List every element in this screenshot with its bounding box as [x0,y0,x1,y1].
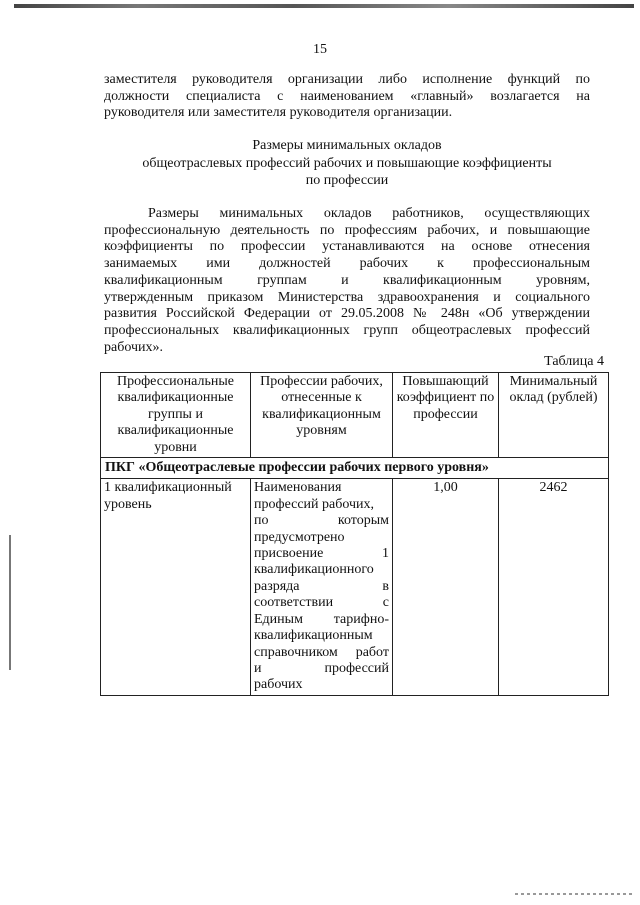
profession-description [251,479,393,695]
intro-line: заместителя руководителя организации либо исполнение функций по [104,72,590,87]
body-line: квалификационным группам и квалификационным уровням, [104,272,590,288]
coefficient-value: 1,00 [393,479,499,695]
header-salary: Минимальный оклад (рублей) [499,373,609,458]
profession-line: предусмотрено [254,529,345,545]
profession-line: рабочих [254,677,303,693]
body-line: Размеры минимальных окладов работников, осуществляющих [148,206,590,221]
body-line: занимаемых ими должностей рабочих к профессиональным [104,256,590,272]
profession-line: Единым тарифно- [254,611,389,627]
intro-paragraph [104,72,590,122]
scan-bottom-mark [515,893,633,895]
profession-line: разряда в [254,578,389,594]
table-group-row [101,458,609,479]
scan-top-edge [14,4,634,8]
section-title [104,137,590,190]
salary-table [100,372,609,696]
page-number: 15 [313,42,327,57]
profession-line: справочником работ [254,644,389,660]
profession-line: Наименования [254,480,342,496]
table-header-row [101,373,609,458]
header-qualification-groups: Профессиональные квалификационные группы и квалификационные уровни [101,373,251,458]
body-line: рабочих». [104,339,164,355]
table-row [101,479,609,695]
section-title-line: общеотраслевых профессий рабочих и повышающие коэффициенты [142,155,552,171]
body-line: профессиональную деятельность по профессиям рабочих, и повышающие [104,222,590,238]
section-title-line: Размеры минимальных окладов [252,138,442,153]
profession-line: соответствии с [254,595,389,611]
header-coefficient: Повышающий коэффициент по профессии [393,373,499,458]
group-title: ПКГ «Общеотраслевые профессии рабочих первого уровня» [101,458,609,479]
intro-line: руководителя или заместителя руководителя организации. [104,105,453,121]
profession-line: по которым [254,513,389,529]
salary-value: 2462 [499,479,609,695]
body-line: коэффициенты по профессии устанавливаются на основе отнесения [104,239,590,255]
body-line: развития Российской Федерации от 29.05.2008 № 248н «Об утверждении [104,306,590,322]
profession-line: и профессий [254,660,389,676]
intro-line: должности специалиста с наименованием «главный» возлагается на [104,88,590,104]
profession-line: профессий рабочих, [254,496,375,512]
header-professions: Профессии рабочих, отнесенные к квалификационным уровням [251,373,393,458]
body-paragraph [104,206,590,356]
table-label: Таблица 4 [544,354,604,369]
profession-line: квалификационным [254,628,373,644]
profession-line: присвоение 1 [254,546,389,562]
body-line: утвержденным приказом Министерства здравоохранения и социального [104,289,590,305]
qualification-level: 1 квалификационный уровень [101,479,251,695]
scan-left-mark [9,535,11,670]
body-line: профессиональных квалификационных групп общеотраслевых профессий [104,322,590,338]
profession-line: квалификационного [254,562,374,578]
section-title-line: по профессии [305,173,389,188]
